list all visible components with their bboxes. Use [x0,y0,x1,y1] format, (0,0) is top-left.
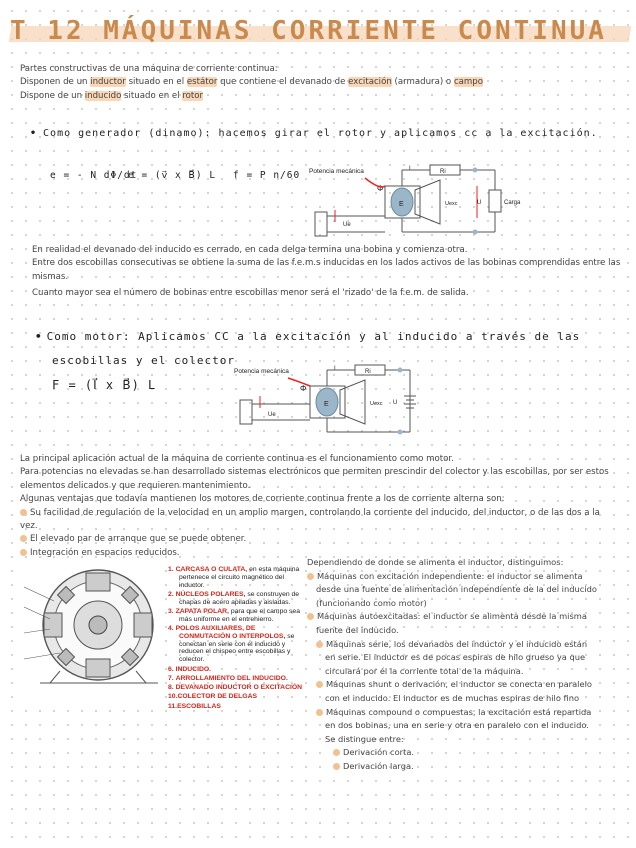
motor-heading-2: escobillas y el colector [52,354,235,367]
types-intro: Dependiendo de donde se alimenta el inductor, distinguimos: [307,557,564,567]
svg-text:Ri: Ri [440,169,446,175]
power-label: Potencia mecánica [309,168,364,175]
generator-heading: • Como generador (dinamo): hacemos girar el rotor y aplicamos cc a la excitación. [30,128,598,139]
formula-faraday: e = - N dΦ/dt [50,170,138,181]
generator-circuit-diagram [305,160,535,240]
part-item: 8. DEVANADO INDUCTOR O EXCITACIÓN [168,684,303,692]
type-independent: Máquinas con excitación independiente: el inductor se alimenta desde una fuente de alimentación independiente de la del inducido (funcionando como motor) [307,570,599,611]
svg-text:Φ: Φ [300,384,307,393]
application-p1: La principal aplicación actual de la máquina de corriente continua es el funcionamiento como motor. [20,454,454,464]
application-p3: Algunas ventajas que todavía mantienen los motores de corriente continua frente a los de corriente alterna son: [20,494,505,505]
advantage-1: Su facilidad de regulación de la velocidad en un amplio margen, controlando la corriente del inducido, del inductor, o de las dos a la vez. [20,507,600,532]
part-item: 2. NÚCLEOS POLARES, se construyen de chapas de acero apiladas y aisladas. [168,590,300,606]
generator-note-2: Entre dos escobillas consecutivas se obtiene la suma de las f.e.m.s inducidas en los lados activos de las bobinas comprendidas entre las mismas. [32,258,621,282]
dc-machine-illustration [20,563,165,698]
subtype-series: Máquinas serie, los devanados del inductor y el inducido están en serie. El inductor es de pocas espiras de hilo grueso ya que circulará por él la corriente total de la máquina. [307,638,599,679]
page-title: T 12 MÁQUINAS CORRIENTE CONTINUA [10,16,607,46]
subtype-shunt: Máquinas shunt o derivación, el inductor se conecta en paralelo con el inducido. El inductor es de muchas espiras de hilo fino [307,678,599,705]
svg-text:Potencia mecánica: Potencia mecánica [234,368,289,375]
part-item: 6. INDUCIDO. [168,665,212,673]
motor-heading: • Como motor: Aplicamos CC a la excitación y al inducido a través de las [35,330,581,343]
svg-text:Ue: Ue [268,412,276,418]
application-section [20,453,620,560]
parts-list [168,566,308,712]
part-item: 11.ESCOBILLAS [168,702,221,710]
svg-text:E: E [399,201,404,208]
svg-text:Φ: Φ [377,184,384,193]
machine-types [307,556,599,774]
svg-text:Carga: Carga [504,200,521,206]
intro-line-1: Partes constructivas de una máquina de corriente continua: [20,64,278,74]
part-item: 10.COLECTOR DE DELGAS [168,693,258,701]
subtype-compound: Máquinas compound o compuestas, la excitación está repartida en dos bobinas, una en serie y otra en paralelo con el inducido. Se distingue entre: [307,706,599,747]
advantage-3: Integración en espacios reducidos. [20,547,620,560]
compound-long: Derivación larga. [307,760,599,774]
svg-text:Uexc: Uexc [370,401,383,407]
part-item: 1. CARCASA O CULATA, en esta máquina pertenece el circuito magnético del inductor. [168,566,300,589]
part-item: 3. ZAPATA POLAR, para que el campo sea más uniforme en el entrehierro. [168,607,300,623]
svg-text:Ue: Ue [343,222,351,228]
compound-short: Derivación corta. [307,746,599,760]
generator-note-1: En realidad el devanado del inducido es cerrado, en cada delga termina una bobina y comienza otra. [32,245,468,255]
part-item: 4. POLOS AUXILIARES, DE CONMUTACIÓN O INTERPOLOS, se conectan en serie con el inducido y reducen el chispeo entre escobillas y colector. [168,625,295,664]
svg-text:Uexc: Uexc [445,201,458,207]
intro-block [20,63,620,103]
formula-motional-emf: e = (v⃗ x B⃗) L [128,170,217,181]
intro-line-2: Disponen de un inductor situado en el estátor que contiene el devanado de excitación (armadura) o campo [20,77,484,88]
generator-notes [32,244,622,301]
svg-text:U: U [477,200,482,206]
svg-text:I: I [409,166,411,172]
svg-text:I: I [334,366,336,372]
svg-text:U: U [393,400,398,406]
svg-text:Ri: Ri [365,369,371,375]
type-self-excited: Máquinas autoexcitadas: el inductor se alimenta desde la misma fuente del inducido. [307,610,599,637]
formula-lorentz: F = (I⃗ x B⃗) L [52,378,157,392]
intro-line-3: Dispone de un inducido situado en el rotor [20,90,204,101]
formula-frequency: f = P n/60 [233,170,301,181]
application-p2: Para potencias no elevadas se han desarrollado sistemas electrónicos que permiten prescindir del colector y las escobillas, por ser estos elementos delicados y que requieren mantenimiento. [20,467,609,491]
advantage-2: El elevado par de arranque que se puede obtener. [20,533,620,546]
motor-circuit-diagram [230,360,445,440]
part-item: 7. ARROLLAMIENTO DEL INDUCIDO. [168,674,288,682]
generator-note-3: Cuanto mayor sea el número de bobinas entre escobillas menor será el 'rizado' de la f.e.m. de salida. [32,288,469,299]
svg-text:E: E [324,401,329,408]
